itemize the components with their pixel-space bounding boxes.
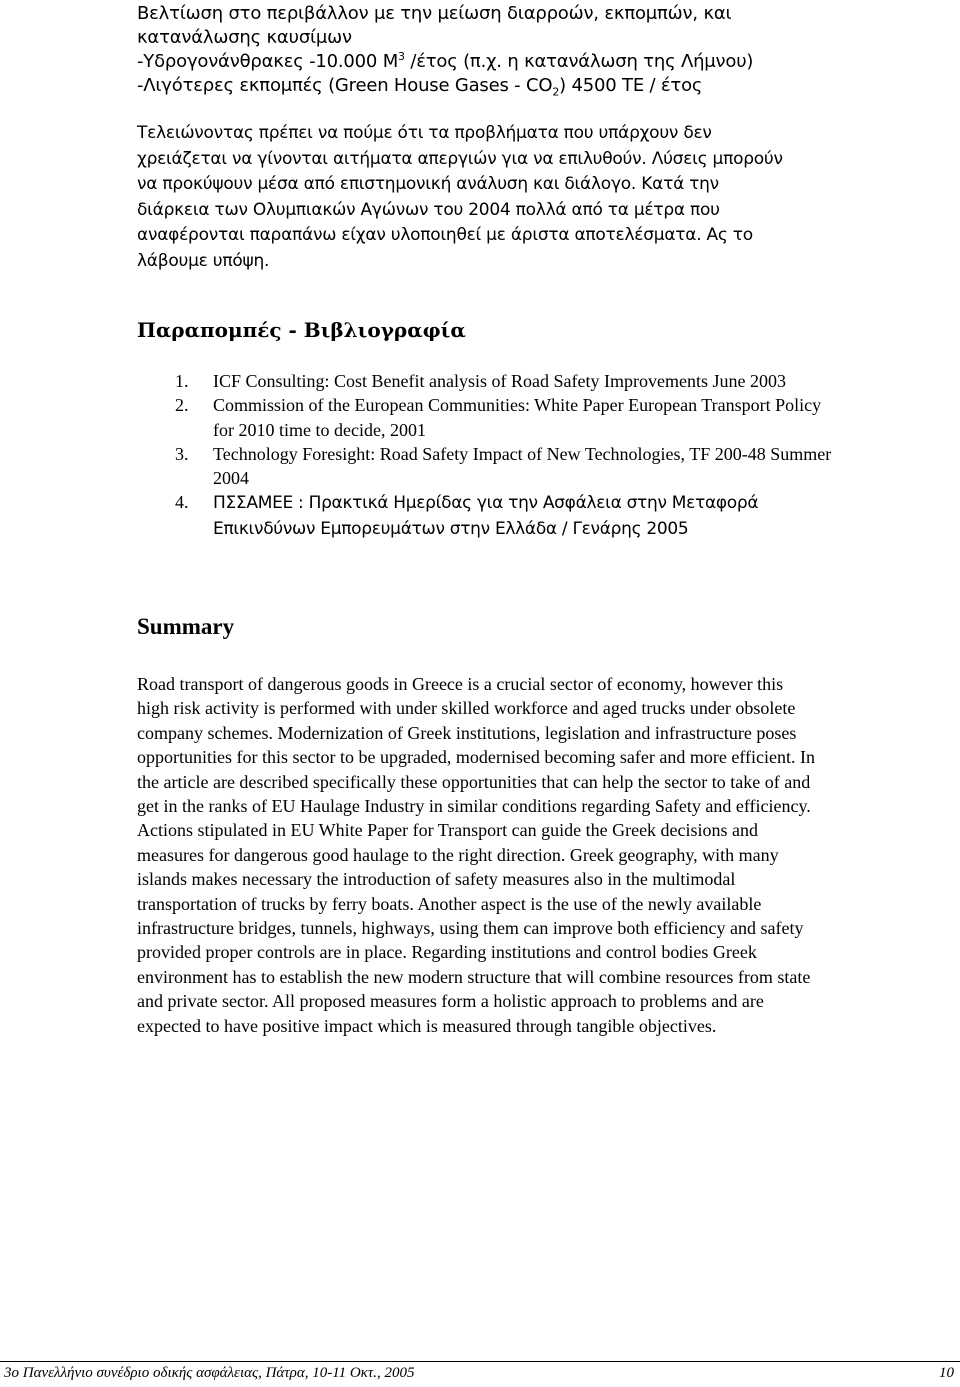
emissions-line (137, 74, 702, 98)
benefit-line-2: κατανάλωσης καυσίμων (137, 27, 352, 48)
benefit-line-1: Βελτίωση στο περιβάλλον με την μείωση διαρροών, εκπομπών, και (137, 3, 732, 24)
emissions-text-rest: ) 4500 ΤΕ / έτος (559, 75, 703, 96)
reference-number: 1. (175, 371, 189, 391)
references-heading: Παραπομπές - Βιβλιογραφία (137, 318, 466, 342)
hydrocarbons-line (137, 50, 753, 74)
footer-divider (0, 1361, 960, 1362)
references-list (137, 369, 837, 541)
reference-item (137, 442, 837, 491)
reference-text: ICF Consulting: Cost Benefit analysis of Road Safety Improvements June 2003 (213, 371, 786, 391)
reference-text: Technology Foresight: Road Safety Impact of New Technologies, TF 200-48 Summer 2004 (213, 443, 832, 489)
summary-paragraph: Road transport of dangerous goods in Greece is a crucial sector of economy, however this high risk activity is performed with under skilled workforce and aged trucks under obsolete company schemes. Modernization of Greek institutions, legislation and infrastructure poses opportunities for this sector to be upgraded, modernised becoming safer and more efficient. In the article are described specifically these opportunities that can help the sector to take of and get in the ranks of EU Haulage Industry in similar conditions regarding Safety and efficiency. Actions stipulated in EU White Paper for Transport can guide the Greek decisions and measures for dangerous good haulage to the right direction. Greek geography, with many islands makes necessary the introduction of safety measures also in the multimodal transportation of trucks by ferry boats. Another aspect is the use of the newly available infrastructure bridges, tunnels, highways, using them can improve both efficiency and safety provided proper controls are in place. Regarding institutions and control bodies Greek environment has to establish the new modern structure that will combine resources from state and private sector. All proposed measures form a holistic approach to problems and are expected to have positive impact which is measured through tangible objectives. (137, 674, 815, 1036)
summary-heading: Summary (137, 614, 235, 639)
reference-text: Commission of the European Communities: White Paper European Transport Policy for 2010 time to decide, 2001 (213, 395, 822, 440)
reference-item (137, 369, 837, 393)
reference-number: 2. (175, 395, 189, 416)
page-number: 10 (939, 1365, 954, 1381)
hydrocarbons-text: -Υδρογονάνθρακες -10.000 M (137, 51, 399, 72)
footer-conference: 3ο Πανελλήνιο συνέδριο οδικής ασφάλειας, Πάτρα, 10-11 Οκτ., 2005 (4, 1365, 415, 1381)
conclusion-paragraph: Τελειώνοντας πρέπει να πούμε ότι τα προβλήματα που υπάρχουν δεν χρειάζεται να γίνονται αιτήματα απεργιών για να επιλυθούν. Λύσεις μπορούν να προκύψουν μέσα από επιστημονική ανάλυση και διάλογο. Κατά την διάρκεια των Ολυμπιακών Αγώνων του 2004 πολλά από τα μέτρα που αναφέρονται παραπάνω είχαν υλοποιηθεί με άριστα αποτελέσματα. Ας το λάβουμε υπόψη. (137, 123, 783, 271)
hydrocarbons-text-rest: /έτος (π.χ. η κατανάλωση της Λήμνου) (404, 51, 754, 72)
emissions-text: -Λιγότερες εκπομπές (Green House Gases - CO (137, 75, 553, 96)
co2-subscript: 2 (552, 85, 560, 99)
reference-text: ΠΣΣΑΜΕΕ : Πρακτικά Ημερίδας για την Ασφάλεια στην Μεταφορά Επικινδύνων Εμπορευμάτων στην Ελλάδα / Γενάρης 2005 (213, 493, 759, 539)
reference-item (137, 490, 837, 541)
reference-number: 3. (175, 443, 189, 464)
reference-item (137, 393, 837, 442)
reference-number: 4. (175, 492, 189, 513)
cubic-superscript: 3 (398, 50, 405, 63)
